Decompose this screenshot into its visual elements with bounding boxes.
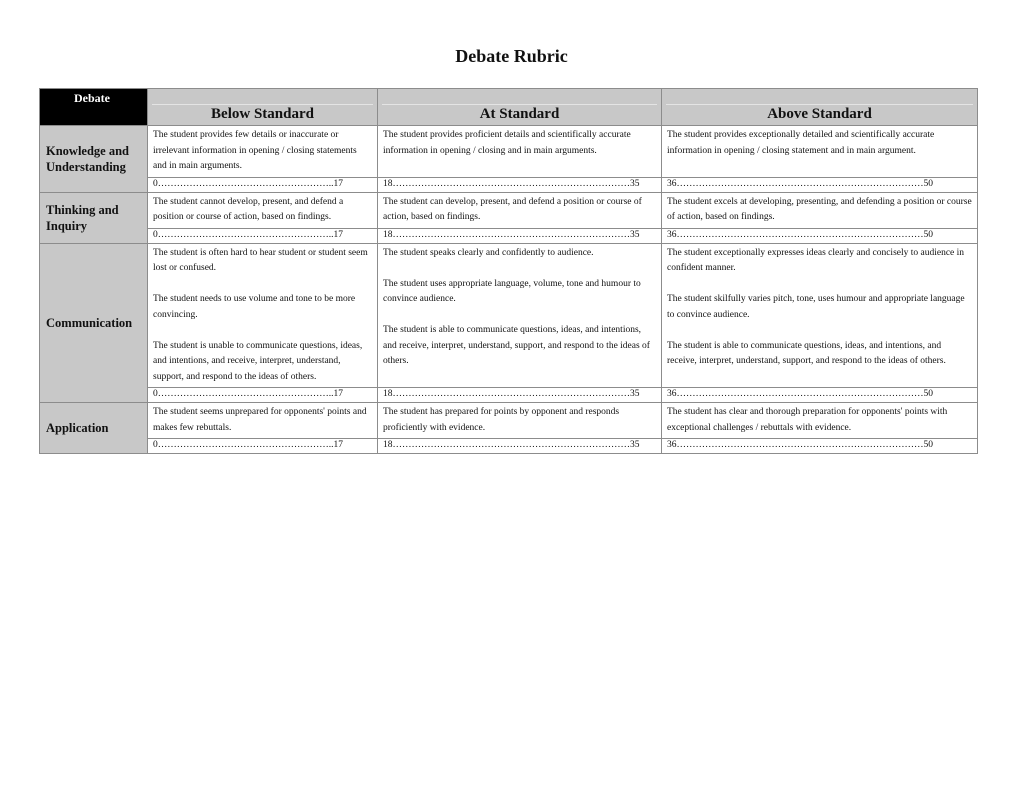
description-text: The student speaks clearly and confidently to audience. <box>383 247 594 258</box>
score-range-at: 18…………………………………………………………………35 <box>378 228 662 243</box>
below-description <box>148 126 378 178</box>
score-range-at: 18…………………………………………………………………35 <box>378 439 662 454</box>
description-text: The student can develop, present, and defend a position or course of action, based on findings. <box>383 196 642 222</box>
score-row <box>40 439 978 454</box>
above-description <box>662 192 978 228</box>
criterion-row <box>40 192 978 228</box>
description-text: The student is able to communicate questions, ideas, and intentions, and receive, interpret, understand, support, and respond to the ideas of others. <box>667 340 946 366</box>
at-description <box>378 243 662 388</box>
corner-label: Debate <box>74 91 110 105</box>
at-description <box>378 192 662 228</box>
description-text: The student is unable to communicate questions, ideas, and intentions, and receive, interpret, understand, support, and respond to the ideas of others. <box>153 340 363 382</box>
rubric-table <box>39 88 978 454</box>
description-text: The student excels at developing, presenting, and defending a position or course of action, based on findings. <box>667 196 972 222</box>
description-text: The student is often hard to hear student or student seem lost or confused. <box>153 247 368 273</box>
score-range-above: 36……………………………………………………………………50 <box>662 228 978 243</box>
description-text: The student exceptionally expresses ideas clearly and concisely to audience in confident manner. <box>667 247 965 273</box>
description-text: The student has clear and thorough preparation for opponents' points with exceptional challenges / rebuttals with evidence. <box>667 407 948 433</box>
level-at-header <box>378 89 662 126</box>
description-text: The student is able to communicate questions, ideas, and intentions, and receive, interpret, understand, support, and respond to the ideas of others. <box>383 325 650 366</box>
score-range-below: 0………………………………………………..17 <box>148 228 378 243</box>
description-text: The student needs to use volume and tone to be more convincing. <box>153 294 356 320</box>
above-description <box>662 403 978 439</box>
description-text: The student cannot develop, present, and defend a position or course of action, based on findings. <box>153 196 344 222</box>
criterion-cell: Application <box>40 403 148 454</box>
header-row <box>40 89 978 126</box>
above-description <box>662 243 978 388</box>
score-row <box>40 177 978 192</box>
criterion-cell: Communication <box>40 243 148 403</box>
description-text: The student seems unprepared for opponents' points and makes few rebuttals. <box>153 407 367 433</box>
level-label: Above Standard <box>767 106 872 122</box>
criterion-row <box>40 243 978 388</box>
score-row <box>40 228 978 243</box>
criterion-cell: Thinking and Inquiry <box>40 192 148 243</box>
score-range-above: 36……………………………………………………………………50 <box>662 177 978 192</box>
description-text: The student provides proficient details and scientifically accurate information in opening / closing and in main arguments. <box>383 130 631 156</box>
criterion-row <box>40 403 978 439</box>
below-description <box>148 192 378 228</box>
at-description <box>378 126 662 178</box>
score-range-at: 18…………………………………………………………………35 <box>378 177 662 192</box>
score-range-below: 0………………………………………………..17 <box>148 177 378 192</box>
description-text: The student has prepared for points by opponent and responds proficiently with evidence. <box>383 407 620 433</box>
description-text: The student provides exceptionally detailed and scientifically accurate information in opening / closing statement and in main argument. <box>667 130 935 156</box>
score-range-below: 0………………………………………………..17 <box>148 388 378 403</box>
level-below-header <box>148 89 378 126</box>
page-title: Debate Rubric <box>455 46 568 66</box>
below-description <box>148 243 378 388</box>
description-text: The student skilfully varies pitch, tone, uses humour and appropriate language to convince audience. <box>667 294 965 320</box>
corner-cell <box>40 89 148 126</box>
description-text: The student uses appropriate language, volume, tone and humour to convince audience. <box>383 278 641 304</box>
level-above-header <box>662 89 978 126</box>
score-range-above: 36……………………………………………………………………50 <box>662 388 978 403</box>
level-label: At Standard <box>479 106 560 122</box>
score-range-below: 0………………………………………………..17 <box>148 439 378 454</box>
at-description <box>378 403 662 439</box>
description-text: The student provides few details or inaccurate or irrelevant information in opening / closing statements and in main arguments. <box>153 130 357 171</box>
score-range-at: 18…………………………………………………………………35 <box>378 388 662 403</box>
level-label: Below Standard <box>211 106 314 122</box>
score-range-above: 36……………………………………………………………………50 <box>662 439 978 454</box>
criterion-row <box>40 126 978 178</box>
above-description <box>662 126 978 178</box>
below-description <box>148 403 378 439</box>
criterion-cell: Knowledge and Understanding <box>40 126 148 193</box>
score-row <box>40 388 978 403</box>
